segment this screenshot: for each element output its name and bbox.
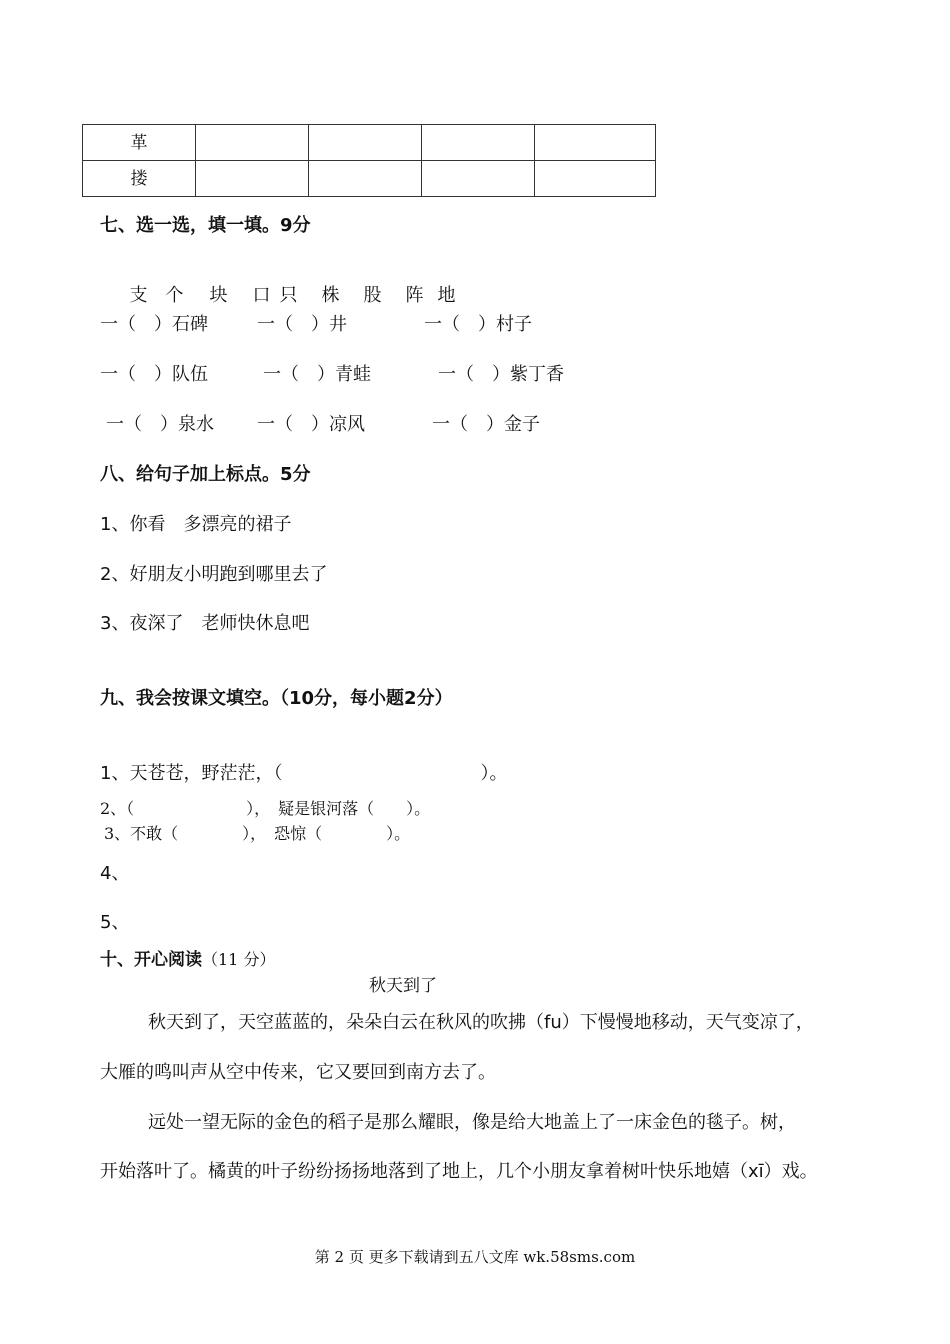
passage-title: 秋天到了 [369,976,437,996]
word-option: 株 [321,285,340,306]
word-option: 个 [165,285,184,306]
passage-line: 开始落叶了。橘黄的叶子纷纷扬扬地落到了地上，几个小朋友拿着树叶快乐地嬉（xī）戏。 [100,1161,818,1182]
table-cell [196,161,309,197]
measure-word-item: 一（ ）村子 [424,314,532,335]
table-cell [309,125,422,161]
measure-word-item: 一（ ）泉水 [106,414,214,435]
table-cell [422,125,535,161]
fill-blank-item: 2、（ ）， 疑是银河落（ ）。 [100,799,431,818]
section8-title: 八、给句子加上标点。5分 [100,464,311,485]
table-cell [309,161,422,197]
word-option: 只 [279,285,298,306]
table-row [83,161,656,197]
passage-line: 秋天到了，天空蓝蓝的，朵朵白云在秋风的吹拂（fu）下慢慢地移动，天气变凉了， [148,1012,814,1033]
table-cell [422,161,535,197]
measure-word-item: 一（ ）凉风 [257,414,365,435]
punctuation-item: 1、你看 多漂亮的裙子 [100,514,292,535]
punctuation-item: 2、好朋友小明跑到哪里去了 [100,564,328,585]
table-cell [196,125,309,161]
fill-blank-item: 5、 [100,912,130,933]
passage-line: 远处一望无际的金色的稻子是那么耀眼，像是给大地盖上了一床金色的毯子。树， [148,1112,796,1133]
passage-line: 大雁的鸣叫声从空中传来，它又要回到南方去了。 [100,1062,496,1083]
fill-blank-item: 4、 [100,863,130,884]
section10-title: 十、开心阅读 [100,950,202,970]
table-row [83,125,656,161]
measure-word-item: 一（ ）金子 [432,414,540,435]
page-footer: 第 2 页 更多下载请到五八文库 wk.58sms.com [314,1248,636,1266]
section10-heading [100,945,275,970]
table-cell [535,161,656,197]
measure-word-item: 一（ ）队伍 [100,364,208,385]
fill-blank-item: 1、天苍苍，野茫茫，（ ）。 [100,763,508,784]
table-char-cell: 革 [83,125,196,161]
word-option: 支 [129,285,148,306]
character-table [82,124,656,197]
word-option: 阵 [405,285,424,306]
word-option: 块 [209,285,228,306]
fill-blank-item: 3、不敢（ ）， 恐惊（ ）。 [104,824,411,843]
section7-title: 七、选一选，填一填。9分 [100,215,311,236]
punctuation-item: 3、夜深了 老师快休息吧 [100,613,310,634]
word-option: 地 [437,285,456,306]
section9-title: 九、我会按课文填空。（10分，每小题2分） [100,688,453,709]
word-bank [118,260,455,307]
measure-word-item: 一（ ）石碑 [100,314,208,335]
word-option: 股 [363,285,382,306]
section10-score: （11 分） [202,950,276,969]
measure-word-item: 一（ ）青蛙 [263,364,371,385]
word-option: 口 [252,285,271,306]
table-cell [535,125,656,161]
table-char-cell: 搂 [83,161,196,197]
measure-word-item: 一（ ）井 [257,314,347,335]
measure-word-item: 一（ ）紫丁香 [438,364,564,385]
